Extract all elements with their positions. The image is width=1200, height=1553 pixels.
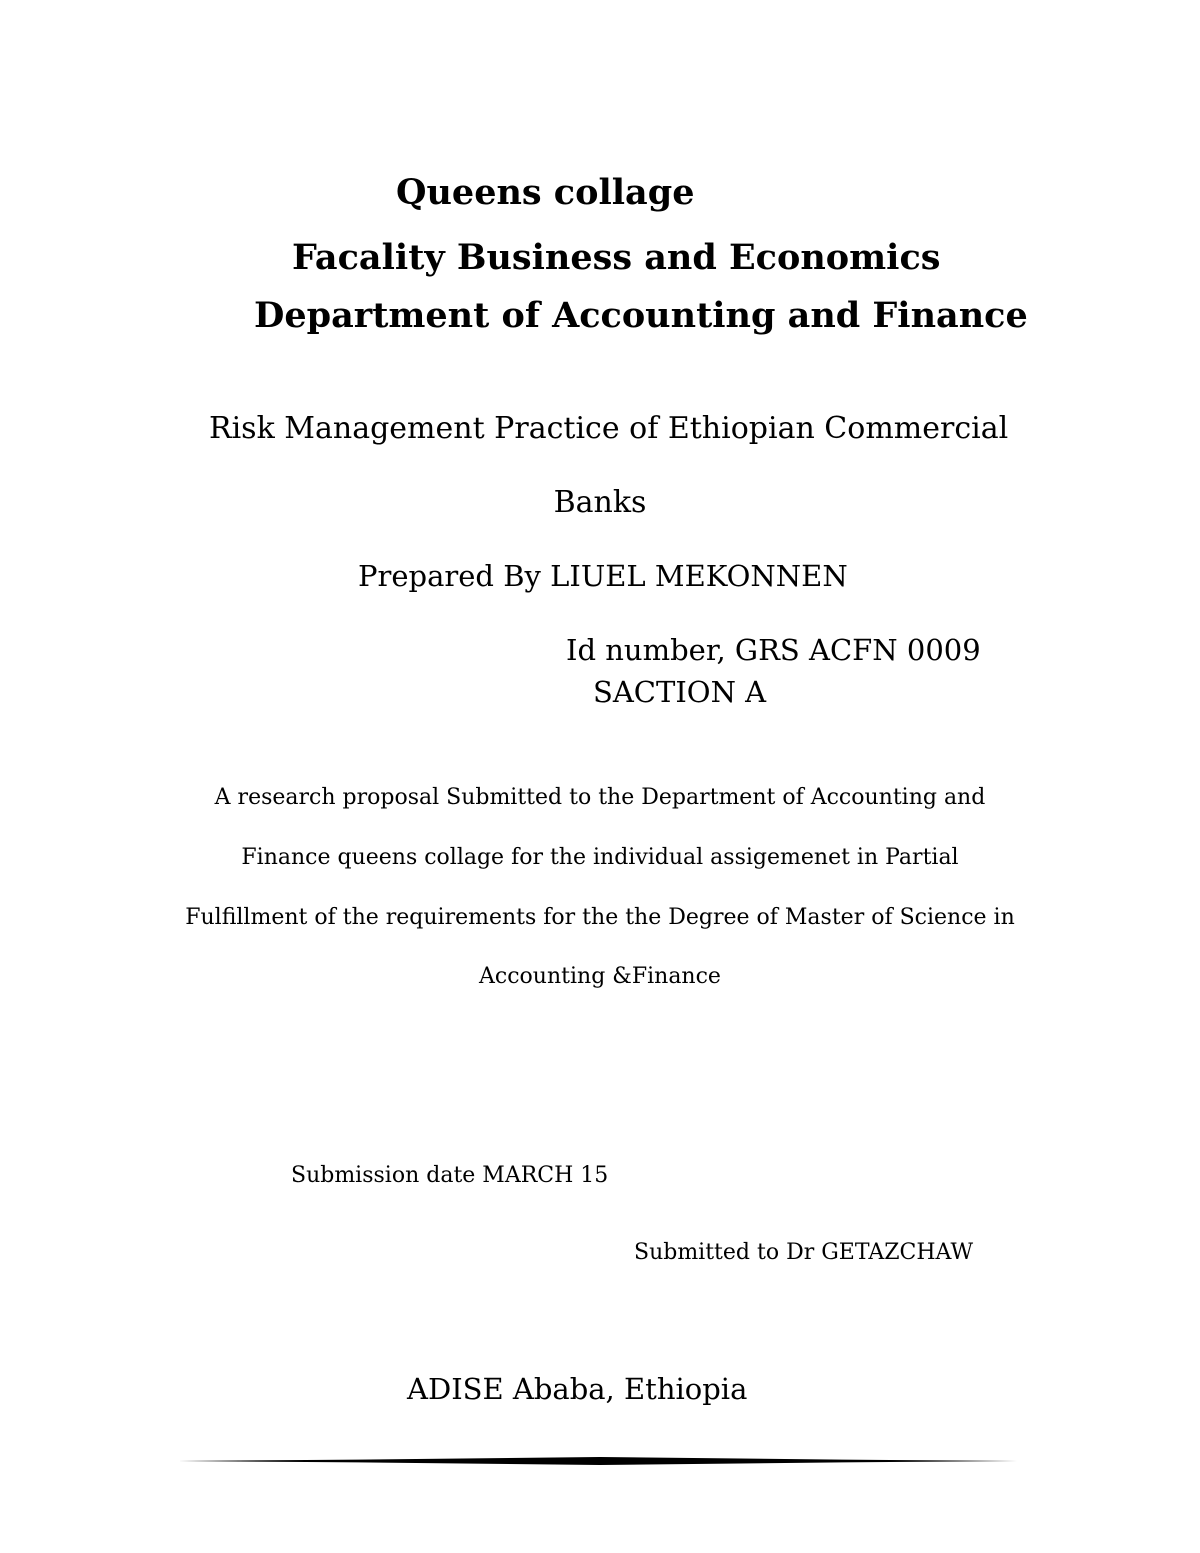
proposal-text-line-4: Accounting &Finance: [479, 964, 721, 989]
divider-shape: [178, 1457, 1022, 1465]
faculty-name: Facality Business and Economics: [292, 237, 941, 278]
submission-date: Submission date MARCH 15: [291, 1163, 609, 1188]
department-name: Department of Accounting and Finance: [254, 295, 1028, 336]
decorative-divider: [178, 1457, 1022, 1465]
section-label: SACTION A: [593, 675, 767, 709]
proposal-title-line-2: Banks: [553, 485, 647, 520]
proposal-text-line-1: A research proposal Submitted to the Department of Accounting and: [214, 785, 986, 810]
proposal-text-line-2: Finance queens collage for the individual assigemenet in Partial: [241, 845, 959, 870]
id-number: Id number, GRS ACFN 0009: [566, 633, 981, 667]
prepared-by: Prepared By LIUEL MEKONNEN: [358, 559, 848, 593]
institution-name: Queens collage: [396, 172, 695, 213]
location: ADISE Ababa, Ethiopia: [407, 1372, 748, 1406]
submitted-to: Submitted to Dr GETAZCHAW: [634, 1240, 974, 1265]
proposal-text-line-3: Fulfillment of the requirements for the the Degree of Master of Science in: [185, 905, 1015, 930]
proposal-title-line-1: Risk Management Practice of Ethiopian Commercial: [209, 411, 1009, 446]
